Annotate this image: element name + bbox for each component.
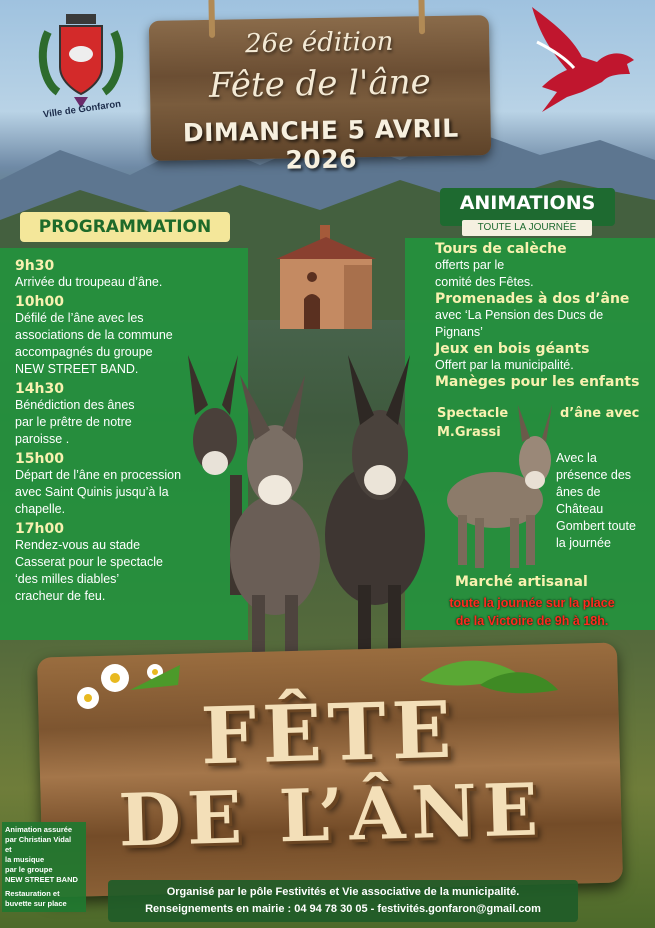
animation-line: Offert par la municipalité. [435,358,574,372]
market-title: Marché artisanal [455,574,588,590]
animations-title: ANIMATIONS [459,192,596,214]
footer-line-2: Renseignements en mairie : 04 94 78 30 05 - festivités.gonfaron@gmail.com [145,903,541,915]
animation-title: Jeux en bois géants [435,341,590,357]
schedule-line: ‘des milles diables’ [15,572,120,586]
animation-line: avec ‘La Pension des Ducs de [435,308,604,322]
credit-line: NEW STREET BAND [5,875,78,884]
animation-title: Manèges pour les enfants [435,374,640,390]
credit-line: Restauration et [5,889,60,898]
schedule-line: Défilé de l’âne avec les [15,311,144,325]
flowers-icon [70,650,190,720]
schedule-line: par le prêtre de notre [15,415,132,429]
spectacle-title-a: Spectacle [437,406,509,421]
animation-line: comité des Fêtes. [435,275,534,289]
schedule-line: associations de la commune [15,328,173,342]
schedule-line: cracheur de feu. [15,589,106,603]
animation-line: offerts par le [435,258,505,272]
spectacle-line: Avec la [556,451,597,465]
schedule-time: 10h00 [15,294,64,310]
credit-box [2,822,86,912]
schedule-time: 14h30 [15,381,64,397]
schedule-line: accompagnés du groupe [15,345,153,359]
schedule-line: chapelle. [15,502,66,516]
spectacle-line: Château [556,502,604,516]
schedule-line: paroisse . [15,432,70,446]
spectacle-line: Gombert toute [556,519,636,533]
schedule-line: Départ de l’âne en procession [15,468,182,482]
town-logo [38,12,124,132]
credit-line: par le groupe [5,865,53,874]
credit-line: buvette sur place [5,899,67,908]
spectacle-line: présence des [556,468,632,482]
town-label: Ville de Gonfaron [42,98,122,121]
credit-line: et [5,845,12,854]
schedule-line: Rendez-vous au stade [15,538,141,552]
animation-item [435,291,650,341]
spectacle-title-c: M.Grassi [437,425,501,440]
edition-label: 26e édition [244,26,394,60]
animation-title: Tours de calèche [435,241,567,257]
pegasus-logo-icon [512,2,642,117]
animation-line: Pignans’ [435,325,483,339]
event-date: DIMANCHE 5 AVRIL 2026 [182,113,459,175]
sign-line-2: DE L’ÂNE [117,766,545,863]
schedule-item [15,258,245,291]
credit-line: Animation assurée [5,825,73,834]
animations-subtitle: TOUTE LA JOURNÉE [462,220,592,236]
title-board [149,15,491,175]
footer-info [108,880,578,922]
market-line-1: toute la journée sur la place [449,596,615,610]
spectacle-line: la journée [556,536,611,550]
schedule-line: avec Saint Quinis jusqu’à la [15,485,169,499]
footer-line-1: Organisé par le pôle Festivités et Vie associative de la municipalité. [166,886,520,898]
chapel-image [272,225,380,333]
market-line-2: de la Victoire de 9h à 18h. [455,614,609,628]
leaves-icon [420,650,560,710]
crest-icon [38,12,124,112]
event-name-title: Fête de l'âne [208,62,432,106]
small-donkey-image [440,400,560,575]
credit-line: la musique [5,855,45,864]
spectacle-title-b: d’âne avec [560,406,640,421]
schedule-time: 15h00 [15,451,64,467]
programmation-title: PROGRAMMATION [20,212,230,242]
schedule-line: Bénédiction des ânes [15,398,135,412]
credit-line: par Christian Vidal [5,835,72,844]
schedule-line: Casserat pour le spectacle [15,555,163,569]
animation-title: Promenades à dos d’âne [435,291,630,307]
schedule-line: NEW STREET BAND. [15,362,139,376]
animation-item [435,241,650,291]
sign-line-1: FÊTE [199,684,459,783]
animation-item [435,341,650,374]
spectacle-line: ânes de [556,485,601,499]
spectacle-description [556,450,651,552]
animation-item [435,374,650,390]
donkeys-image [180,345,440,665]
schedule-time: 9h30 [15,258,55,274]
schedule-time: 17h00 [15,521,64,537]
animations-list [435,241,650,390]
schedule-line: Arrivée du troupeau d’âne. [15,275,163,289]
